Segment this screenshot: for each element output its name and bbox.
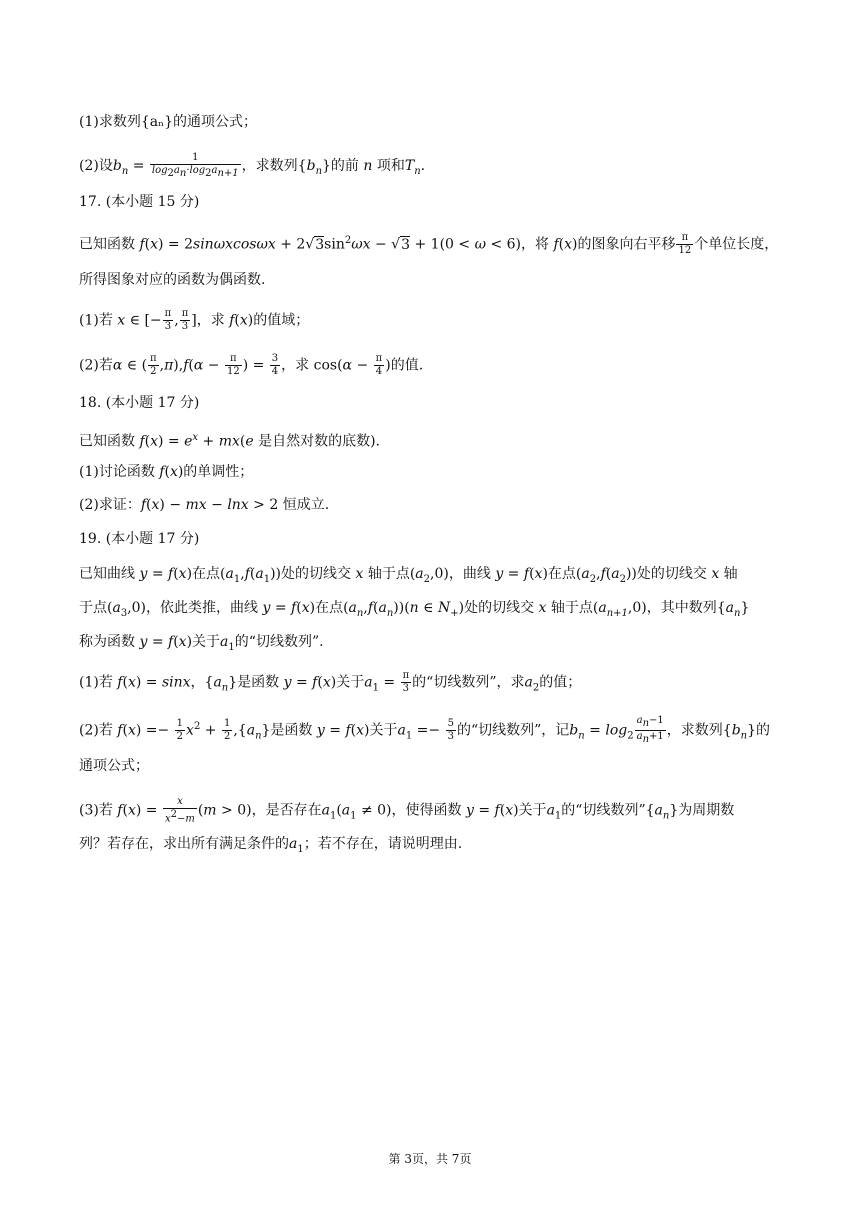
p19-question-3-line2: 列？若存在，求出所有满足条件的$a_1$；若不存在，请说明理由. bbox=[79, 836, 463, 855]
p18-header: 18. (本小题 17 分) bbox=[79, 395, 200, 411]
p16-question-2: (2)设$b_n$ = $\frac{1}{\log_2a_n\cdot\log_2a_{n+1}}$ ，求数列$\{b_n\}$的前 n 项和$T_n$. bbox=[79, 152, 426, 179]
p19-stem-line1: 已知曲线 y = f(x)在点$(a_1,f(a_1))$处的切线交 x 轴于点$(a_2,0)$，曲线 y = f(x)在点$(a_2,f(a_2))$处的切线交 x 轴 bbox=[79, 566, 738, 585]
p19-question-2-line1: (2)若 f(x) =− $\frac{1}{2}$ $x^2$ + $\frac{1}{2}$ $,\{a_n\}$是函数 y = f(x)关于$a_1$ =− $\frac{5}{3}$ 的“切线数列”，记$b_n = \log_2$ $\frac{a_n-1}{a_n+1}$ ，求数列$\{b_n\}$的 bbox=[79, 715, 771, 745]
p19-header: 19. (本小题 17 分) bbox=[79, 531, 200, 547]
p19-question-2-line2: 通项公式； bbox=[79, 758, 149, 774]
p17-question-2: (2)若α ∈ ( $\frac{\pi}{2}$ ,π),f(α − $\frac{\pi}{12}$ ) = $\frac{3}{4}$ ，求 cos(α − $\frac{\pi}{4}$ )的值. bbox=[79, 353, 424, 377]
p16-question-1: (1)求数列{aₙ}的通项公式； bbox=[79, 114, 258, 130]
p18-stem: 已知函数 $f(x) = e^x + mx(e$ 是自然对数的底数). bbox=[79, 432, 380, 450]
p19-question-3-line1: (3)若 f(x) = $\frac{x}{x^2-m}$ (m > 0)，是否存在$a_1(a_1 \ne 0)$，使得函数 y = f(x)关于$a_1$的“切线数列$”\{a_n\}$为周期数 bbox=[79, 796, 735, 825]
p17-stem-line1: 已知函数 $f(x) = 2\sin\omega xcos\omega x + 2√3\sin^2\omega x - √3 + 1(0 < \omega < 6)$，将 f(x)的图象向右平移 $\frac{\pi}{12}$ 个单位长度， bbox=[79, 232, 779, 257]
p17-question-1: (1)若 x ∈ [− $\frac{\pi}{3}$ , $\frac{\pi}{3}$ ]，求 f(x)的值域； bbox=[79, 308, 310, 332]
page-number: 第 3页，共 7页 bbox=[388, 1152, 472, 1166]
p18-question-2: (2)求证：f(x) − mx − lnx > 2 恒成立. bbox=[79, 497, 330, 513]
p17-header: 17. (本小题 15 分) bbox=[79, 194, 200, 210]
p19-question-1: (1)若 f(x) = sinx，$\{a_n\}$是函数 y = f(x)关于$a_1$ = $\frac{\pi}{3}$ 的“切线数列”，求$a_2$的值； bbox=[79, 670, 582, 694]
p18-question-1: (1)讨论函数 f(x)的单调性； bbox=[79, 464, 254, 480]
p17-stem-line2: 所得图象对应的函数为偶函数. bbox=[79, 272, 266, 288]
p19-stem-line3: 称为函数 y = f(x)关于$a_1$的“切线数列”. bbox=[79, 634, 324, 653]
p19-stem-line2: 于点$(a_3,0)$，依此类推，曲线 y = f(x)在点$(a_n,f(a_n))(n$ ∈ $N_+$)处的切线交 x 轴于点$(a_{n+1},0)$，其中数列$\{a_n\}$ bbox=[79, 600, 750, 619]
